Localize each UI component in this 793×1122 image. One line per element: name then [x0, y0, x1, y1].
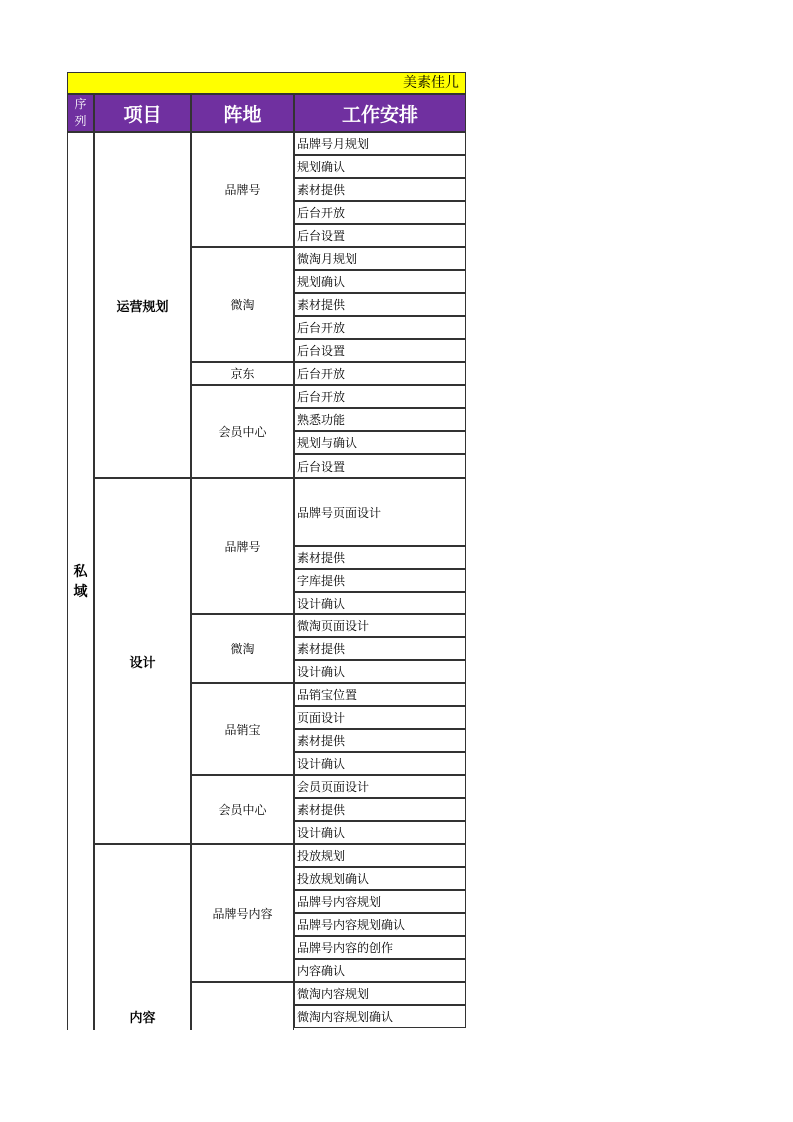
- task-cell: 规划与确认: [294, 431, 466, 454]
- task-cell: 素材提供: [294, 637, 466, 660]
- task-cell: 规划确认: [294, 155, 466, 178]
- position-design-member: 会员中心: [191, 775, 294, 844]
- task-cell: 后台开放: [294, 385, 466, 408]
- header-project: 项目: [94, 94, 191, 132]
- task-cell: 规划确认: [294, 270, 466, 293]
- position-design-weitao: 微淘: [191, 614, 294, 683]
- project-design: 设计: [94, 478, 191, 844]
- task-cell: 品牌号内容规划: [294, 890, 466, 913]
- position-design-brand: 品牌号: [191, 478, 294, 614]
- task-cell: 后台设置: [294, 339, 466, 362]
- task-cell: 微淘内容规划确认: [294, 1005, 466, 1028]
- task-cell: 素材提供: [294, 293, 466, 316]
- task-cell: 内容确认: [294, 959, 466, 982]
- task-cell: 品销宝位置: [294, 683, 466, 706]
- task-cell: 设计确认: [294, 821, 466, 844]
- task-cell: 后台开放: [294, 316, 466, 339]
- task-cell: 页面设计: [294, 706, 466, 729]
- task-cell: 微淘内容规划: [294, 982, 466, 1005]
- position-ops-weitao: 微淘: [191, 247, 294, 362]
- task-cell: 素材提供: [294, 798, 466, 821]
- task-cell: 后台设置: [294, 454, 466, 478]
- header-work: 工作安排: [294, 94, 466, 132]
- project-content: [94, 844, 191, 1030]
- task-cell: 设计确认: [294, 592, 466, 614]
- project-content-label: 内容: [129, 1011, 156, 1026]
- task-cell: 设计确认: [294, 660, 466, 683]
- task-cell: 微淘页面设计: [294, 614, 466, 637]
- section-cell: 私域: [67, 132, 94, 1030]
- position-ops-brand: 品牌号: [191, 132, 294, 247]
- position-content-weitao: [191, 982, 294, 1030]
- task-cell: 素材提供: [294, 546, 466, 569]
- task-cell: 设计确认: [294, 752, 466, 775]
- task-cell: 熟悉功能: [294, 408, 466, 431]
- position-ops-jd: 京东: [191, 362, 294, 385]
- task-cell: 品牌号月规划: [294, 132, 466, 155]
- task-cell: 后台开放: [294, 362, 466, 385]
- task-cell: 微淘月规划: [294, 247, 466, 270]
- task-cell: 后台开放: [294, 201, 466, 224]
- task-cell: 投放规划: [294, 844, 466, 867]
- position-design-pinxiaobao: 品销宝: [191, 683, 294, 775]
- task-cell: 会员页面设计: [294, 775, 466, 798]
- title-bar: [67, 72, 466, 94]
- task-cell: 后台设置: [294, 224, 466, 247]
- task-cell: 素材提供: [294, 178, 466, 201]
- task-cell: 品牌号内容规划确认: [294, 913, 466, 936]
- task-cell: 品牌号页面设计: [294, 478, 466, 546]
- task-cell: 字库提供: [294, 569, 466, 592]
- header-position: 阵地: [191, 94, 294, 132]
- position-content-brand: 品牌号内容: [191, 844, 294, 982]
- task-cell: 素材提供: [294, 729, 466, 752]
- sheet-title: 美素佳儿: [403, 75, 459, 91]
- position-ops-member: 会员中心: [191, 385, 294, 478]
- task-cell: 投放规划确认: [294, 867, 466, 890]
- project-ops: 运营规划: [94, 132, 191, 478]
- task-cell: 品牌号内容的创作: [294, 936, 466, 959]
- header-seq: 序列: [67, 94, 94, 132]
